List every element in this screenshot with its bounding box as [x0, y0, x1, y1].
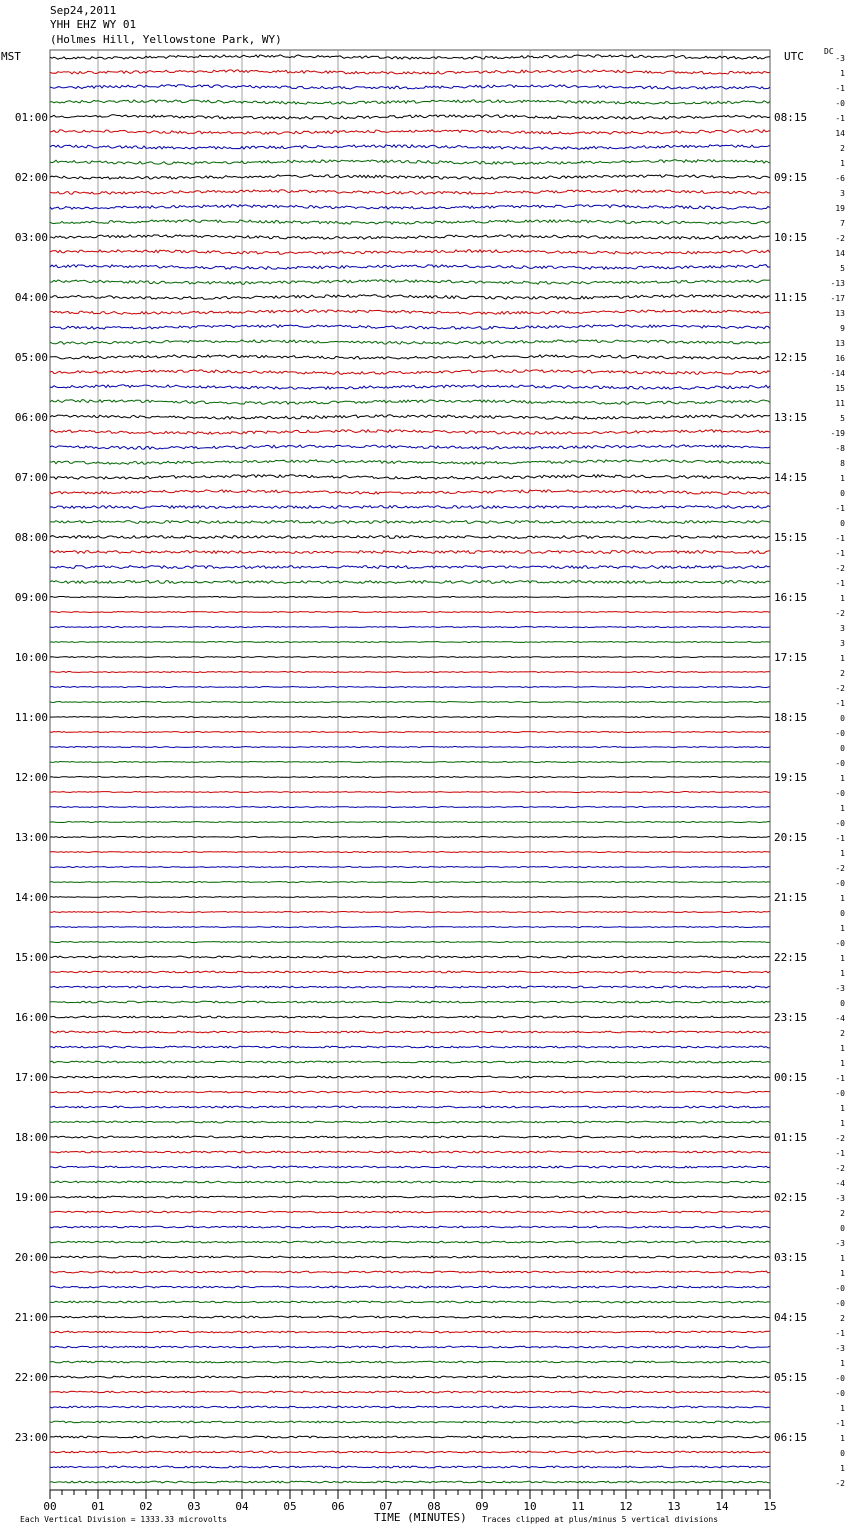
seismic-trace — [50, 1361, 770, 1363]
left-hour-label: 02:00 — [14, 171, 48, 184]
right-hour-label: 10:15 — [774, 231, 808, 244]
seismic-trace — [50, 100, 770, 104]
dc-offset-label: 1 — [840, 1104, 845, 1113]
seismic-trace — [50, 1286, 770, 1288]
dc-offset-label: -0 — [835, 819, 845, 828]
dc-offset-label: -1 — [835, 1149, 845, 1158]
right-hour-label: 13:15 — [774, 411, 808, 424]
seismic-trace — [50, 551, 770, 554]
plot-frame — [50, 50, 770, 1490]
dc-offset-label: -1 — [835, 1419, 845, 1428]
x-tick-label: 08 — [427, 1500, 441, 1513]
left-hour-label: 17:00 — [14, 1071, 48, 1084]
dc-offset-label: 1 — [840, 474, 845, 483]
dc-offset-label: -1 — [835, 579, 845, 588]
dc-offset-label: 11 — [835, 399, 845, 408]
x-tick-label: 11 — [571, 1500, 585, 1513]
seismic-trace — [50, 792, 770, 793]
right-hour-label: 03:15 — [774, 1251, 808, 1264]
dc-offset-label: 1 — [840, 954, 845, 963]
dc-offset-label: -1 — [835, 549, 845, 558]
seismic-trace — [50, 1046, 770, 1048]
seismic-trace — [50, 1031, 770, 1033]
left-hour-label: 11:00 — [14, 711, 48, 724]
x-tick-label: 02 — [139, 1500, 153, 1513]
dc-offset-label: -0 — [835, 789, 845, 798]
seismic-trace — [50, 657, 770, 658]
dc-offset-label: 1 — [840, 654, 845, 663]
left-hour-label: 07:00 — [14, 471, 48, 484]
seismic-trace — [50, 370, 770, 375]
x-tick-label: 01 — [91, 1500, 105, 1513]
right-timezone-label: UTC — [784, 50, 804, 63]
seismic-trace — [50, 672, 770, 673]
dc-offset-label: -3 — [835, 54, 845, 63]
seismic-trace — [50, 430, 770, 435]
dc-offset-label: 2 — [840, 1029, 845, 1038]
dc-offset-label: -1 — [835, 114, 845, 123]
x-tick-label: 00 — [43, 1500, 57, 1513]
seismic-trace — [50, 971, 770, 973]
left-hour-label: 19:00 — [14, 1191, 48, 1204]
x-tick-label: 06 — [331, 1500, 345, 1513]
x-tick-label: 15 — [763, 1500, 777, 1513]
dc-offset-label: 1 — [840, 1464, 845, 1473]
dc-offset-label: -0 — [835, 1374, 845, 1383]
dc-offset-label: 1 — [840, 1434, 845, 1443]
seismic-trace — [50, 627, 770, 628]
scale-note: Each Vertical Division = 1333.33 microvolts — [20, 1515, 228, 1524]
seismic-trace — [50, 642, 770, 643]
dc-offset-label: 1 — [840, 1269, 845, 1278]
dc-offset-label: 3 — [840, 639, 845, 648]
seismic-trace — [50, 385, 770, 389]
x-tick-label: 03 — [187, 1500, 201, 1513]
dc-offset-label: -0 — [835, 759, 845, 768]
dc-offset-label: 16 — [835, 354, 845, 363]
right-hour-label: 20:15 — [774, 831, 808, 844]
seismic-trace — [50, 1106, 770, 1108]
dc-offset-label: 2 — [840, 1209, 845, 1218]
seismic-trace — [50, 612, 770, 613]
x-tick-label: 12 — [619, 1500, 633, 1513]
right-hour-label: 19:15 — [774, 771, 808, 784]
seismic-trace — [50, 1376, 770, 1378]
right-hour-label: 04:15 — [774, 1311, 808, 1324]
dc-offset-label: -0 — [835, 879, 845, 888]
seismic-trace — [50, 400, 770, 405]
seismic-trace — [50, 190, 770, 194]
seismic-trace — [50, 1091, 770, 1093]
dc-offset-label: -1 — [835, 504, 845, 513]
seismic-trace — [50, 1076, 770, 1078]
dc-offset-label: 0 — [840, 519, 845, 528]
seismic-trace — [50, 325, 770, 329]
dc-offset-label: -1 — [835, 699, 845, 708]
right-hour-label: 01:15 — [774, 1131, 808, 1144]
dc-offset-label: -2 — [835, 609, 845, 618]
seismic-trace — [50, 355, 770, 359]
seismic-trace — [50, 1391, 770, 1393]
dc-offset-label: -2 — [835, 234, 845, 243]
seismic-trace — [50, 160, 770, 165]
seismic-trace — [50, 1166, 770, 1168]
dc-offset-label: 14 — [835, 129, 845, 138]
seismic-trace — [50, 897, 770, 898]
left-hour-label: 20:00 — [14, 1251, 48, 1264]
seismic-trace — [50, 1466, 770, 1468]
dc-offset-label: -8 — [835, 444, 845, 453]
dc-offset-label: -0 — [835, 1089, 845, 1098]
seismic-trace — [50, 1256, 770, 1258]
right-hour-label: 11:15 — [774, 291, 808, 304]
seismic-trace — [50, 1016, 770, 1018]
seismic-trace — [50, 581, 770, 584]
x-axis-label: TIME (MINUTES) — [374, 1511, 467, 1524]
seismic-trace — [50, 1331, 770, 1333]
seismic-trace — [50, 717, 770, 718]
dc-offset-label: -3 — [835, 1239, 845, 1248]
seismic-trace — [50, 235, 770, 239]
seismic-trace — [50, 55, 770, 59]
right-hour-label: 06:15 — [774, 1431, 808, 1444]
seismic-trace — [50, 1151, 770, 1153]
seismic-trace — [50, 702, 770, 703]
dc-offset-label: -1 — [835, 534, 845, 543]
dc-offset-label: 1 — [840, 69, 845, 78]
seismic-trace — [50, 1436, 770, 1438]
seismic-trace — [50, 852, 770, 853]
seismic-trace — [50, 490, 770, 495]
station-location: (Holmes Hill, Yellowstone Park, WY) — [50, 33, 282, 46]
dc-offset-label: 1 — [840, 1044, 845, 1053]
dc-offset-label: 0 — [840, 744, 845, 753]
dc-offset-label: -3 — [835, 1344, 845, 1353]
dc-offset-label: -4 — [835, 1014, 845, 1023]
dc-offset-label: -0 — [835, 1389, 845, 1398]
dc-offset-label: -14 — [830, 369, 845, 378]
seismic-trace — [50, 687, 770, 688]
right-hour-label: 15:15 — [774, 531, 808, 544]
dc-offset-label: -0 — [835, 99, 845, 108]
dc-offset-label: 0 — [840, 489, 845, 498]
right-hour-label: 09:15 — [774, 171, 808, 184]
seismic-trace — [50, 882, 770, 883]
seismic-trace — [50, 566, 770, 569]
left-hour-label: 21:00 — [14, 1311, 48, 1324]
dc-offset-label: -0 — [835, 1299, 845, 1308]
left-hour-label: 14:00 — [14, 891, 48, 904]
left-hour-label: 10:00 — [14, 651, 48, 664]
dc-offset-label: -2 — [835, 564, 845, 573]
left-timezone-label: MST — [1, 50, 21, 63]
seismic-trace — [50, 822, 770, 823]
dc-offset-label: 0 — [840, 1224, 845, 1233]
dc-offset-label: -1 — [835, 84, 845, 93]
station-code: YHH EHZ WY 01 — [50, 18, 137, 31]
seismic-trace — [50, 310, 770, 314]
x-tick-label: 14 — [715, 1500, 729, 1513]
seismic-trace — [50, 250, 770, 254]
dc-offset-label: -2 — [835, 684, 845, 693]
seismic-trace — [50, 732, 770, 733]
right-hour-label: 14:15 — [774, 471, 808, 484]
seismic-trace — [50, 1346, 770, 1348]
dc-offset-label: -2 — [835, 864, 845, 873]
right-hour-label: 08:15 — [774, 111, 808, 124]
seismic-trace — [50, 1001, 770, 1003]
dc-offset-label: 13 — [835, 339, 845, 348]
seismic-trace — [50, 807, 770, 808]
right-hour-label: 22:15 — [774, 951, 808, 964]
left-hour-label: 08:00 — [14, 531, 48, 544]
seismic-trace — [50, 265, 770, 270]
seismic-trace — [50, 597, 770, 598]
left-hour-label: 09:00 — [14, 591, 48, 604]
seismic-trace — [50, 927, 770, 928]
seismic-trace — [50, 415, 770, 420]
dc-offset-label: -0 — [835, 1284, 845, 1293]
x-tick-label: 10 — [523, 1500, 537, 1513]
dc-offset-label: 1 — [840, 849, 845, 858]
seismic-trace — [50, 1316, 770, 1318]
dc-offset-label: 1 — [840, 924, 845, 933]
x-tick-label: 09 — [475, 1500, 489, 1513]
dc-offset-label: -4 — [835, 1179, 845, 1188]
dc-offset-label: -0 — [835, 729, 845, 738]
seismic-trace — [50, 942, 770, 943]
seismic-trace — [50, 1226, 770, 1228]
seismic-trace — [50, 1181, 770, 1183]
seismic-trace — [50, 521, 770, 524]
dc-offset-label: 1 — [840, 1059, 845, 1068]
dc-offset-label: 15 — [835, 384, 845, 393]
seismic-trace — [50, 1121, 770, 1123]
dc-offset-label: 1 — [840, 1404, 845, 1413]
dc-offset-label: 1 — [840, 159, 845, 168]
seismic-trace — [50, 70, 770, 74]
seismic-trace — [50, 1136, 770, 1138]
seismic-trace — [50, 1061, 770, 1063]
dc-offset-label: -3 — [835, 1194, 845, 1203]
seismic-trace — [50, 85, 770, 89]
dc-offset-label: -1 — [835, 1074, 845, 1083]
dc-offset-label: 1 — [840, 594, 845, 603]
seismic-trace — [50, 1421, 770, 1423]
x-tick-label: 07 — [379, 1500, 393, 1513]
dc-offset-label: 14 — [835, 249, 845, 258]
seismic-trace — [50, 340, 770, 344]
clip-note: Traces clipped at plus/minus 5 vertical divisions — [482, 1515, 719, 1524]
seismic-trace — [50, 280, 770, 284]
seismic-trace — [50, 445, 770, 450]
seismic-trace — [50, 986, 770, 988]
right-hour-label: 23:15 — [774, 1011, 808, 1024]
dc-offset-label: -19 — [830, 429, 845, 438]
seismic-trace — [50, 220, 770, 224]
dc-offset-label: 13 — [835, 309, 845, 318]
seismic-trace — [50, 130, 770, 135]
left-hour-label: 12:00 — [14, 771, 48, 784]
left-hour-label: 23:00 — [14, 1431, 48, 1444]
dc-offset-label: -1 — [835, 1329, 845, 1338]
dc-offset-label: 0 — [840, 714, 845, 723]
seismic-trace — [50, 837, 770, 838]
right-hour-label: 12:15 — [774, 351, 808, 364]
seismic-trace — [50, 1211, 770, 1213]
left-hour-label: 13:00 — [14, 831, 48, 844]
seismic-trace — [50, 115, 770, 119]
left-hour-label: 04:00 — [14, 291, 48, 304]
right-hour-label: 18:15 — [774, 711, 808, 724]
seismic-trace — [50, 1451, 770, 1453]
dc-offset-label: 0 — [840, 1449, 845, 1458]
left-hour-label: 06:00 — [14, 411, 48, 424]
dc-offset-label: 1 — [840, 894, 845, 903]
left-hour-label: 18:00 — [14, 1131, 48, 1144]
x-tick-label: 04 — [235, 1500, 249, 1513]
seismic-trace — [50, 475, 770, 480]
seismic-trace — [50, 536, 770, 539]
dc-offset-label: -3 — [835, 984, 845, 993]
dc-offset-label: 1 — [840, 969, 845, 978]
dc-offset-label: -2 — [835, 1134, 845, 1143]
left-hour-label: 01:00 — [14, 111, 48, 124]
right-hour-label: 02:15 — [774, 1191, 808, 1204]
seismic-trace — [50, 777, 770, 778]
dc-offset-label: 1 — [840, 774, 845, 783]
dc-offset-label: 5 — [840, 414, 845, 423]
dc-offset-label: 3 — [840, 624, 845, 633]
left-hour-label: 05:00 — [14, 351, 48, 364]
seismic-trace — [50, 506, 770, 509]
dc-offset-label: -13 — [830, 279, 845, 288]
dc-offset-label: 9 — [840, 324, 845, 333]
left-hour-label: 22:00 — [14, 1371, 48, 1384]
seismic-trace — [50, 460, 770, 465]
x-tick-label: 05 — [283, 1500, 297, 1513]
dc-offset-label: -0 — [835, 939, 845, 948]
right-hour-label: 21:15 — [774, 891, 808, 904]
seismic-trace — [50, 1406, 770, 1408]
dc-offset-label: 5 — [840, 264, 845, 273]
dc-offset-header: DC — [824, 47, 834, 56]
dc-offset-label: -2 — [835, 1164, 845, 1173]
plot-date: Sep24,2011 — [50, 4, 117, 17]
dc-offset-label: 3 — [840, 189, 845, 198]
right-hour-label: 16:15 — [774, 591, 808, 604]
dc-offset-label: 1 — [840, 1254, 845, 1263]
x-tick-label: 13 — [667, 1500, 681, 1513]
left-hour-label: 15:00 — [14, 951, 48, 964]
seismic-trace — [50, 295, 770, 300]
dc-offset-label: -6 — [835, 174, 845, 183]
seismic-trace — [50, 1196, 770, 1198]
dc-offset-label: 1 — [840, 804, 845, 813]
seismic-trace — [50, 912, 770, 913]
seismic-trace — [50, 1301, 770, 1303]
right-hour-label: 17:15 — [774, 651, 808, 664]
right-hour-label: 00:15 — [774, 1071, 808, 1084]
seismic-trace — [50, 1271, 770, 1273]
dc-offset-label: 0 — [840, 999, 845, 1008]
dc-offset-label: 1 — [840, 1359, 845, 1368]
dc-offset-label: -2 — [835, 1479, 845, 1488]
seismic-trace — [50, 175, 770, 180]
right-hour-label: 05:15 — [774, 1371, 808, 1384]
seismic-trace — [50, 747, 770, 748]
seismic-trace — [50, 1481, 770, 1483]
seismic-trace — [50, 145, 770, 150]
dc-offset-label: 2 — [840, 144, 845, 153]
left-hour-label: 03:00 — [14, 231, 48, 244]
dc-offset-label: 1 — [840, 1119, 845, 1128]
dc-offset-label: -1 — [835, 834, 845, 843]
dc-offset-label: 0 — [840, 909, 845, 918]
seismic-trace — [50, 205, 770, 210]
dc-offset-label: 7 — [840, 219, 845, 228]
dc-offset-label: -17 — [830, 294, 845, 303]
dc-offset-label: 19 — [835, 204, 845, 213]
left-hour-label: 16:00 — [14, 1011, 48, 1024]
seismic-trace — [50, 867, 770, 868]
seismic-trace — [50, 1241, 770, 1243]
seismic-trace — [50, 956, 770, 958]
dc-offset-label: 2 — [840, 669, 845, 678]
dc-offset-label: 8 — [840, 459, 845, 468]
dc-offset-label: 2 — [840, 1314, 845, 1323]
seismic-trace — [50, 762, 770, 763]
